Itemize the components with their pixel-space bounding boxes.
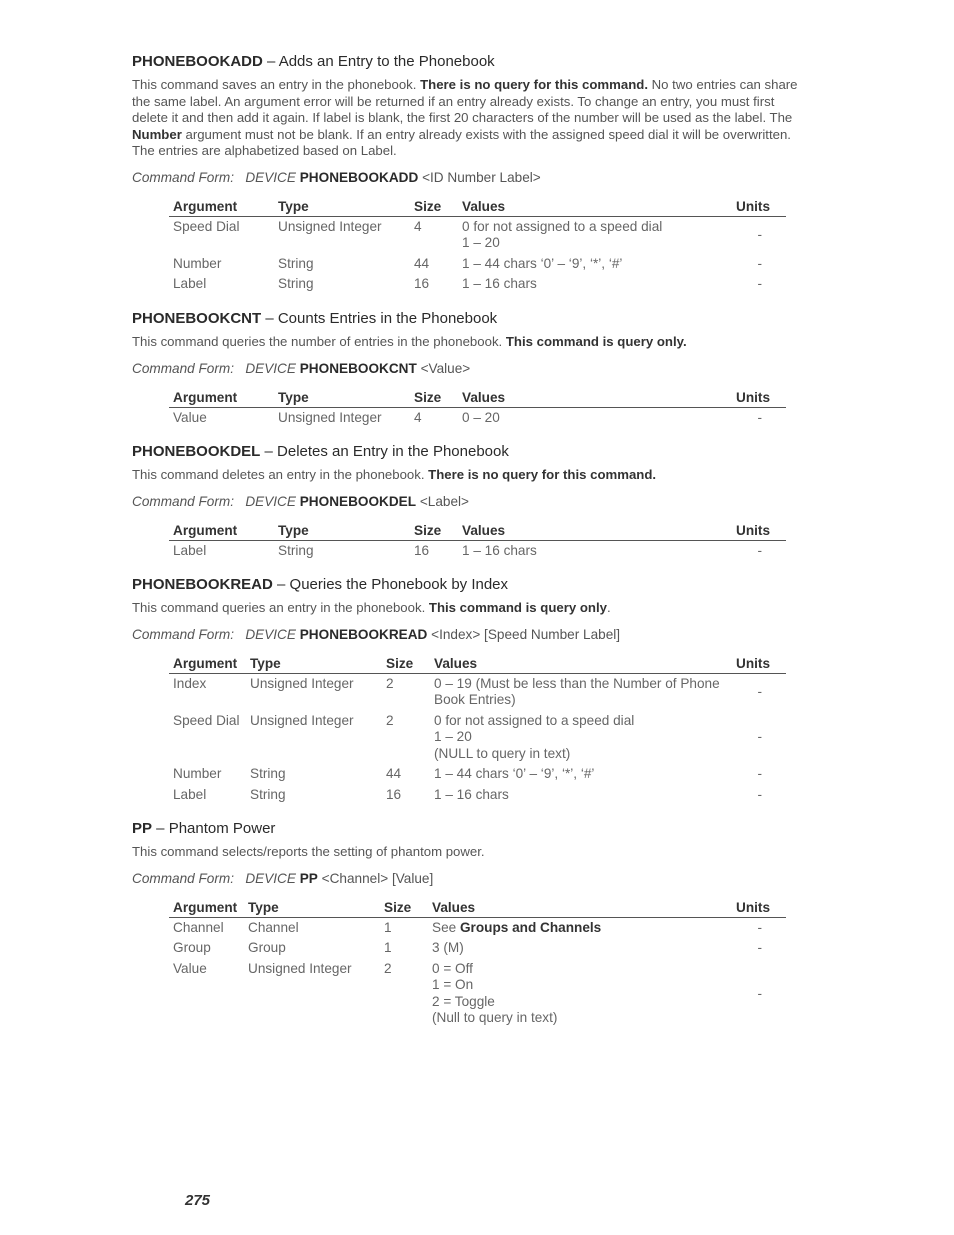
cell-type: String [278, 255, 314, 271]
column-header-values: Values [458, 390, 730, 408]
cell-units: - [757, 409, 762, 425]
cell-type: Unsigned Integer [250, 712, 354, 728]
table-row [169, 540, 786, 561]
cell-type: Channel [248, 919, 299, 935]
command-section [132, 442, 812, 575]
column-header-type: Type [274, 390, 410, 408]
command-form-args: <Label> [416, 493, 469, 509]
cell-values [458, 407, 730, 428]
cell-argument: Number [173, 766, 222, 782]
command-form-args: <Channel> [Value] [317, 870, 434, 886]
value-line [432, 940, 728, 957]
cell-size: 2 [386, 712, 394, 728]
value-run: 0 for not assigned to a speed dial [434, 712, 635, 728]
column-header-argument: Argument [169, 900, 244, 918]
value-run: (Null to query in text) [432, 1010, 558, 1026]
cell-type: Unsigned Integer [248, 960, 352, 976]
command-form [132, 626, 812, 643]
value-line [434, 787, 728, 804]
description-run: There is no query for this command. [420, 77, 648, 92]
cell-size: 4 [414, 409, 422, 425]
column-header-argument: Argument [169, 390, 274, 408]
table-row [169, 938, 786, 959]
description-run: Number [132, 126, 182, 142]
column-header-argument: Argument [169, 656, 246, 674]
arguments-table [169, 900, 786, 1029]
description-run: This command saves an entry in the phonebook. [132, 77, 421, 92]
cell-values [428, 959, 732, 1029]
column-header-size: Size [410, 390, 458, 408]
table-header-row [169, 390, 786, 408]
table-row [169, 764, 786, 785]
table-header-row [169, 900, 786, 918]
cell-units: - [757, 786, 762, 802]
command-description [132, 844, 812, 861]
cell-values [428, 917, 732, 938]
column-header-type: Type [246, 656, 382, 674]
column-header-size: Size [410, 523, 458, 541]
command-name: PHONEBOOKDEL [132, 443, 261, 461]
command-form-device: DEVICE [245, 870, 296, 886]
value-line [432, 977, 728, 994]
arguments-table [169, 199, 786, 295]
arguments-table [169, 656, 786, 806]
command-title: – Phantom Power [152, 820, 276, 838]
command-form [132, 169, 812, 186]
table-row [169, 711, 786, 765]
cell-values [458, 274, 730, 295]
command-form-device: DEVICE [245, 360, 296, 376]
cell-argument: Label [173, 786, 207, 802]
cell-argument: Index [173, 675, 207, 691]
cell-values [430, 785, 732, 806]
command-form-device: DEVICE [245, 626, 296, 642]
description-run: This command queries an entry in the phonebook. [132, 600, 429, 616]
column-header-values: Values [458, 523, 730, 541]
cell-type: Unsigned Integer [250, 675, 354, 691]
command-name: PHONEBOOKCNT [132, 309, 262, 327]
description-run: This command deletes an entry in the phonebook. [132, 467, 429, 483]
value-line [462, 256, 726, 273]
column-header-units: Units [730, 523, 786, 541]
command-form-cmd: PP [299, 870, 318, 886]
command-form-label: Command Form: [132, 626, 234, 642]
value-line [462, 410, 726, 427]
arguments-table [169, 390, 786, 429]
value-line [434, 676, 728, 709]
cell-type: String [278, 276, 314, 292]
cell-size: 1 [384, 940, 392, 956]
cell-size: 16 [414, 542, 430, 558]
column-header-values: Values [430, 656, 732, 674]
column-header-units: Units [732, 900, 786, 918]
description-run: This command selects/reports the setting of phantom power. [132, 844, 485, 860]
section-heading [132, 442, 812, 461]
value-line [462, 219, 726, 236]
table-row [169, 254, 786, 275]
column-header-values: Values [428, 900, 732, 918]
value-run: 0 for not assigned to a speed dial [462, 218, 663, 234]
command-description [132, 600, 812, 617]
cell-size: 16 [386, 786, 402, 802]
cell-argument: Label [173, 542, 207, 558]
command-form-cmd: PHONEBOOKDEL [299, 493, 417, 509]
cell-units: - [757, 227, 762, 243]
cell-type: Unsigned Integer [278, 409, 382, 425]
value-run: 1 – 16 chars [434, 786, 509, 802]
value-line [434, 713, 728, 730]
column-header-type: Type [274, 199, 410, 217]
table-row [169, 274, 786, 295]
value-run: 1 – 44 chars ‘0’ – ‘9’, ‘*’, ‘#’ [462, 255, 623, 271]
cell-units: - [757, 255, 762, 271]
description-run: This command queries the number of entries in the phonebook. [132, 333, 506, 349]
value-run: Groups and Channels [459, 919, 602, 935]
command-description [132, 77, 812, 160]
page-number: 275 [185, 1192, 211, 1209]
description-run: argument must not be blank. If an entry already exists with the assigned speed dial it will be overwritten. The entries are alphabetized based on Label. [132, 126, 791, 159]
column-header-type: Type [274, 523, 410, 541]
cell-size: 2 [384, 960, 392, 976]
command-form [132, 870, 812, 887]
command-section [132, 309, 812, 442]
command-title: – Deletes an Entry in the Phonebook [260, 443, 509, 461]
command-form-label: Command Form: [132, 870, 234, 886]
value-run: 1 – 44 chars ‘0’ – ‘9’, ‘*’, ‘#’ [434, 766, 595, 782]
cell-type: Unsigned Integer [278, 218, 382, 234]
column-header-argument: Argument [169, 523, 274, 541]
value-line [432, 920, 728, 937]
command-section [132, 52, 812, 309]
command-form-cmd: PHONEBOOKREAD [299, 626, 428, 642]
document-body [132, 52, 812, 1029]
cell-units: - [757, 276, 762, 292]
cell-argument: Channel [173, 919, 224, 935]
command-title: – Queries the Phonebook by Index [272, 576, 509, 594]
value-run: 1 = On [432, 977, 474, 993]
description-run: . [606, 600, 611, 616]
cell-argument: Group [173, 940, 211, 956]
cell-values [428, 938, 732, 959]
column-header-units: Units [730, 390, 786, 408]
cell-argument: Speed Dial [173, 712, 240, 728]
value-line [434, 746, 728, 763]
cell-size: 16 [414, 276, 430, 292]
cell-values [430, 711, 732, 765]
command-form-cmd: PHONEBOOKCNT [299, 360, 417, 376]
table-header-row [169, 199, 786, 217]
section-heading [132, 819, 812, 838]
cell-units: - [757, 766, 762, 782]
value-run: (NULL to query in text) [434, 745, 571, 761]
command-form-label: Command Form: [132, 169, 234, 185]
cell-values [430, 764, 732, 785]
table-row [169, 673, 786, 711]
column-header-values: Values [458, 199, 730, 217]
cell-values [430, 673, 732, 711]
description-run: No two entries can share the same label. An argument error will be returned if an entry already exists. To change an entry, you must first delete it and then add it again. If label is blank, the first 20 characters of the number will be used as the label. The [132, 77, 798, 126]
value-run: 1 – 20 [434, 729, 472, 745]
table-row [169, 407, 786, 428]
section-heading [132, 309, 812, 328]
value-line [462, 276, 726, 293]
section-heading [132, 575, 812, 594]
cell-argument: Speed Dial [173, 218, 240, 234]
cell-units: - [757, 985, 762, 1001]
cell-size: 44 [414, 255, 430, 271]
table-row [169, 785, 786, 806]
command-title: – Adds an Entry to the Phonebook [262, 53, 495, 70]
command-form-label: Command Form: [132, 493, 234, 509]
value-run: 1 – 16 chars [462, 542, 537, 558]
command-name: PHONEBOOKADD [132, 53, 263, 70]
value-line [462, 235, 726, 252]
command-name: PP [132, 820, 153, 838]
command-form-args: <Value> [416, 360, 471, 376]
cell-size: 44 [386, 766, 402, 782]
command-form-label: Command Form: [132, 360, 234, 376]
value-line [432, 994, 728, 1011]
value-line [432, 961, 728, 978]
cell-values [458, 540, 730, 561]
arguments-table [169, 523, 786, 562]
value-run: 1 – 20 [462, 235, 500, 251]
command-form-args: <Index> [Speed Number Label] [427, 626, 621, 642]
column-header-units: Units [732, 656, 786, 674]
value-run: 0 – 20 [462, 409, 500, 425]
command-description [132, 334, 812, 351]
cell-units: - [757, 940, 762, 956]
column-header-size: Size [380, 900, 428, 918]
cell-units: - [757, 729, 762, 745]
value-line [462, 543, 726, 560]
column-header-size: Size [382, 656, 430, 674]
value-run: See [432, 919, 460, 935]
value-run: 2 = Toggle [432, 993, 495, 1009]
command-section [132, 575, 812, 819]
value-line [432, 1010, 728, 1027]
command-form-device: DEVICE [245, 169, 296, 185]
column-header-size: Size [410, 199, 458, 217]
table-row [169, 917, 786, 938]
value-run: 0 – 19 (Must be less than the Number of Phone Book Entries) [434, 675, 720, 708]
cell-type: Group [248, 940, 286, 956]
column-header-type: Type [244, 900, 380, 918]
value-run: 3 (M) [432, 940, 464, 956]
description-run: This command is query only [428, 600, 607, 616]
command-description [132, 467, 812, 484]
cell-argument: Label [173, 276, 207, 292]
cell-size: 2 [386, 675, 394, 691]
command-form [132, 360, 812, 377]
value-run: 1 – 16 chars [462, 276, 537, 292]
cell-size: 1 [384, 919, 392, 935]
table-row [169, 959, 786, 1029]
cell-type: String [250, 786, 286, 802]
cell-argument: Value [173, 409, 207, 425]
table-row [169, 216, 786, 254]
table-header-row [169, 656, 786, 674]
command-title: – Counts Entries in the Phonebook [261, 309, 498, 327]
cell-units: - [757, 919, 762, 935]
command-form-device: DEVICE [245, 493, 296, 509]
cell-size: 4 [414, 218, 422, 234]
cell-type: String [278, 542, 314, 558]
cell-values [458, 216, 730, 254]
cell-argument: Number [173, 255, 222, 271]
cell-units: - [757, 542, 762, 558]
command-form-cmd: PHONEBOOKADD [299, 169, 419, 185]
table-header-row [169, 523, 786, 541]
cell-values [458, 254, 730, 275]
value-line [434, 766, 728, 783]
command-form-args: <ID Number Label> [418, 169, 541, 185]
cell-units: - [757, 684, 762, 699]
description-run: This command is query only. [505, 333, 687, 349]
command-section [132, 819, 812, 1029]
column-header-argument: Argument [169, 199, 274, 217]
section-heading [132, 52, 812, 71]
value-line [434, 729, 728, 746]
cell-argument: Value [173, 960, 207, 976]
command-form [132, 493, 812, 510]
command-name: PHONEBOOKREAD [132, 576, 273, 594]
column-header-units: Units [730, 199, 786, 217]
value-run: 0 = Off [432, 960, 473, 976]
description-run: There is no query for this command. [428, 467, 657, 483]
cell-type: String [250, 766, 286, 782]
